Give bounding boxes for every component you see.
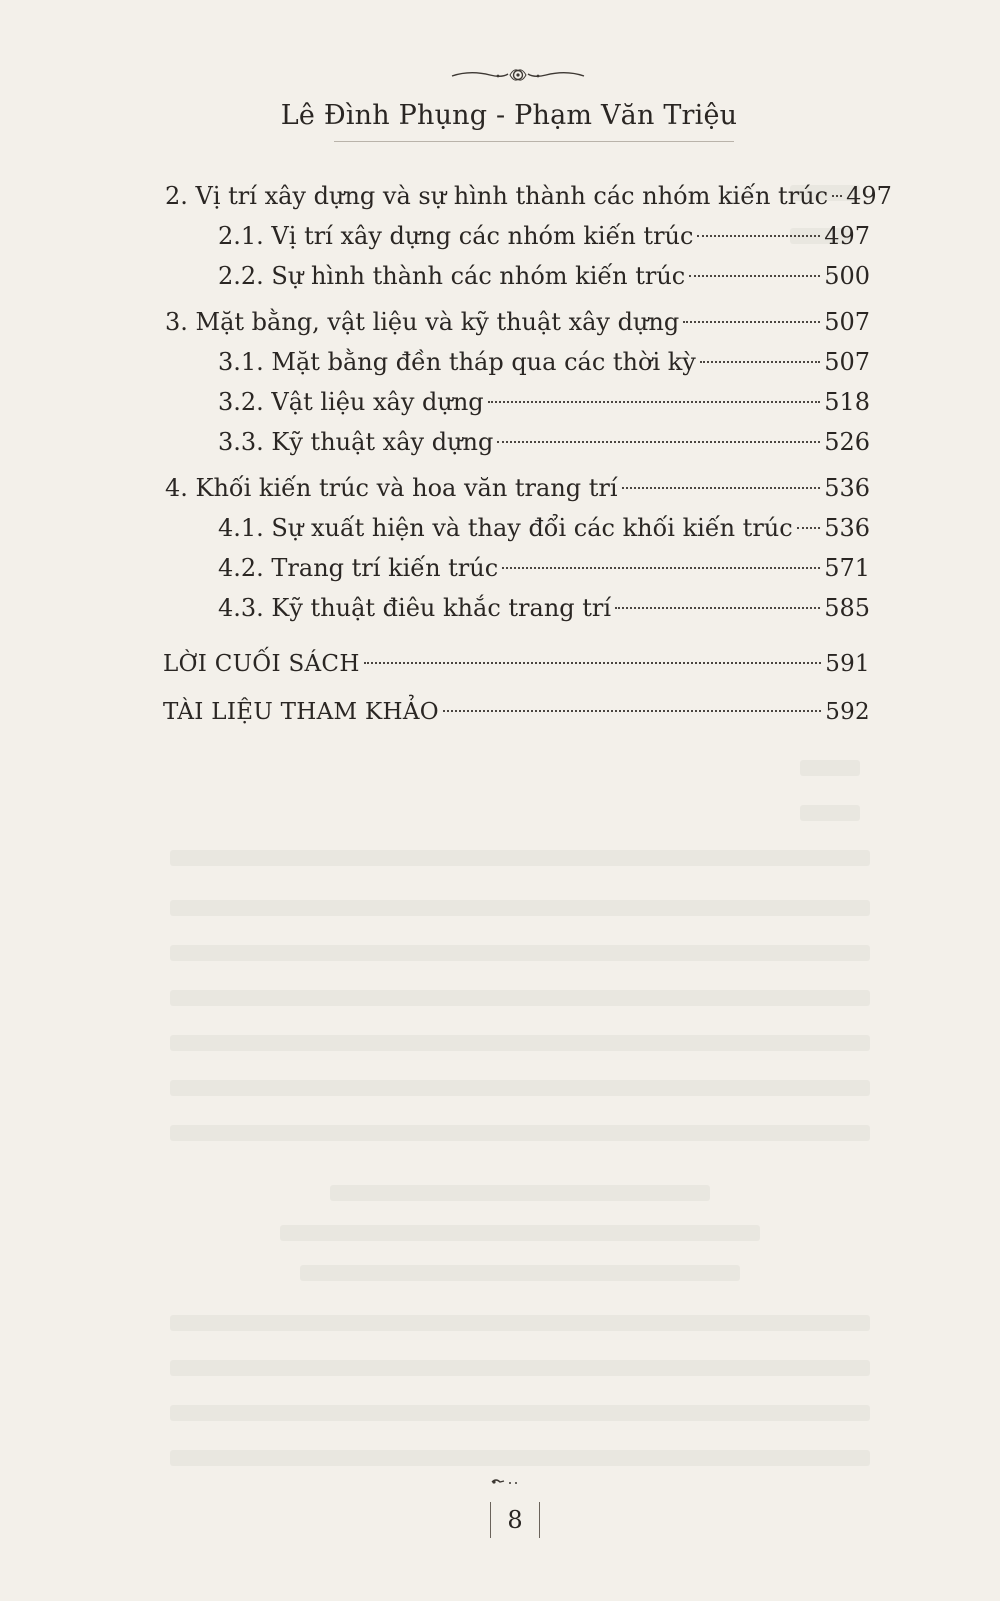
dot-leader: [797, 527, 821, 529]
toc-entry-title: 3.1. Mặt bằng đền tháp qua các thời kỳ: [218, 348, 696, 376]
page-number: [490, 1502, 540, 1538]
authors-title: Lê Đình Phụng - Phạm Văn Triệu: [280, 100, 738, 131]
dot-leader: [832, 195, 842, 197]
toc-entry: [165, 472, 870, 504]
toc-entry-page: 585: [824, 594, 870, 622]
toc-entry-page: 500: [824, 262, 870, 290]
toc-entry-title: 2. Vị trí xây dựng và sự hình thành các nhóm kiến trúc: [165, 182, 829, 210]
page-number-value: 8: [507, 1506, 523, 1534]
toc-entry: [218, 426, 870, 458]
toc-entry: [165, 180, 892, 212]
toc-entry-title: 2.2. Sự hình thành các nhóm kiến trúc: [218, 262, 686, 290]
toc-entry-title: 3.2. Vật liệu xây dựng: [218, 388, 484, 416]
small-ornament-icon: [490, 1478, 520, 1486]
toc-entry-title: 2.1. Vị trí xây dựng các nhóm kiến trúc: [218, 222, 694, 250]
dot-leader: [700, 361, 820, 363]
dot-leader: [443, 710, 821, 712]
toc-entry: [218, 220, 870, 252]
dot-leader: [697, 235, 820, 237]
dot-leader: [615, 607, 820, 609]
toc-entry-title: 4.1. Sự xuất hiện và thay đổi các khối kiến trúc: [218, 514, 793, 542]
toc-entry-page: 591: [825, 651, 870, 677]
dot-leader: [364, 662, 822, 664]
toc-entry-title: 4.2. Trang trí kiến trúc: [218, 554, 499, 582]
toc-entry-title: 3. Mặt bằng, vật liệu và kỹ thuật xây dựng: [165, 308, 680, 336]
toc-entry: [218, 552, 870, 584]
toc-entry-page: 497: [846, 182, 892, 210]
dot-leader: [622, 487, 821, 489]
toc-entry: [218, 346, 870, 378]
dot-leader: [488, 401, 821, 403]
dot-leader: [502, 567, 820, 569]
toc-entry-page: 518: [824, 388, 870, 416]
dot-leader: [689, 275, 820, 277]
dot-leader: [497, 441, 820, 443]
dot-leader: [683, 321, 820, 323]
toc-entry: [163, 696, 870, 728]
toc-entry-page: 536: [824, 474, 870, 502]
toc-entry-page: 592: [825, 699, 870, 725]
toc-entry-title: LỜI CUỐI SÁCH: [163, 651, 360, 677]
toc-entry-page: 536: [824, 514, 870, 542]
flourish-ornament-icon: [450, 66, 586, 84]
toc-entry-page: 497: [824, 222, 870, 250]
running-header: [0, 100, 1000, 131]
toc-entry: [163, 648, 870, 680]
toc-entry: [165, 306, 870, 338]
toc-entry: [218, 512, 870, 544]
toc-entry-page: 526: [824, 428, 870, 456]
toc-entry-title: 3.3. Kỹ thuật xây dựng: [218, 428, 494, 456]
toc-entry-page: 507: [824, 308, 870, 336]
header-rule: [334, 141, 734, 142]
toc-entry-title: 4. Khối kiến trúc và hoa văn trang trí: [165, 474, 618, 502]
toc-entry-page: 571: [824, 554, 870, 582]
toc-entry-page: 507: [824, 348, 870, 376]
toc-entry-title: TÀI LIỆU THAM KHẢO: [163, 699, 439, 725]
toc-entry: [218, 386, 870, 418]
toc-entry-title: 4.3. Kỹ thuật điêu khắc trang trí: [218, 594, 612, 622]
toc-entry: [218, 260, 870, 292]
toc-entry: [218, 592, 870, 624]
